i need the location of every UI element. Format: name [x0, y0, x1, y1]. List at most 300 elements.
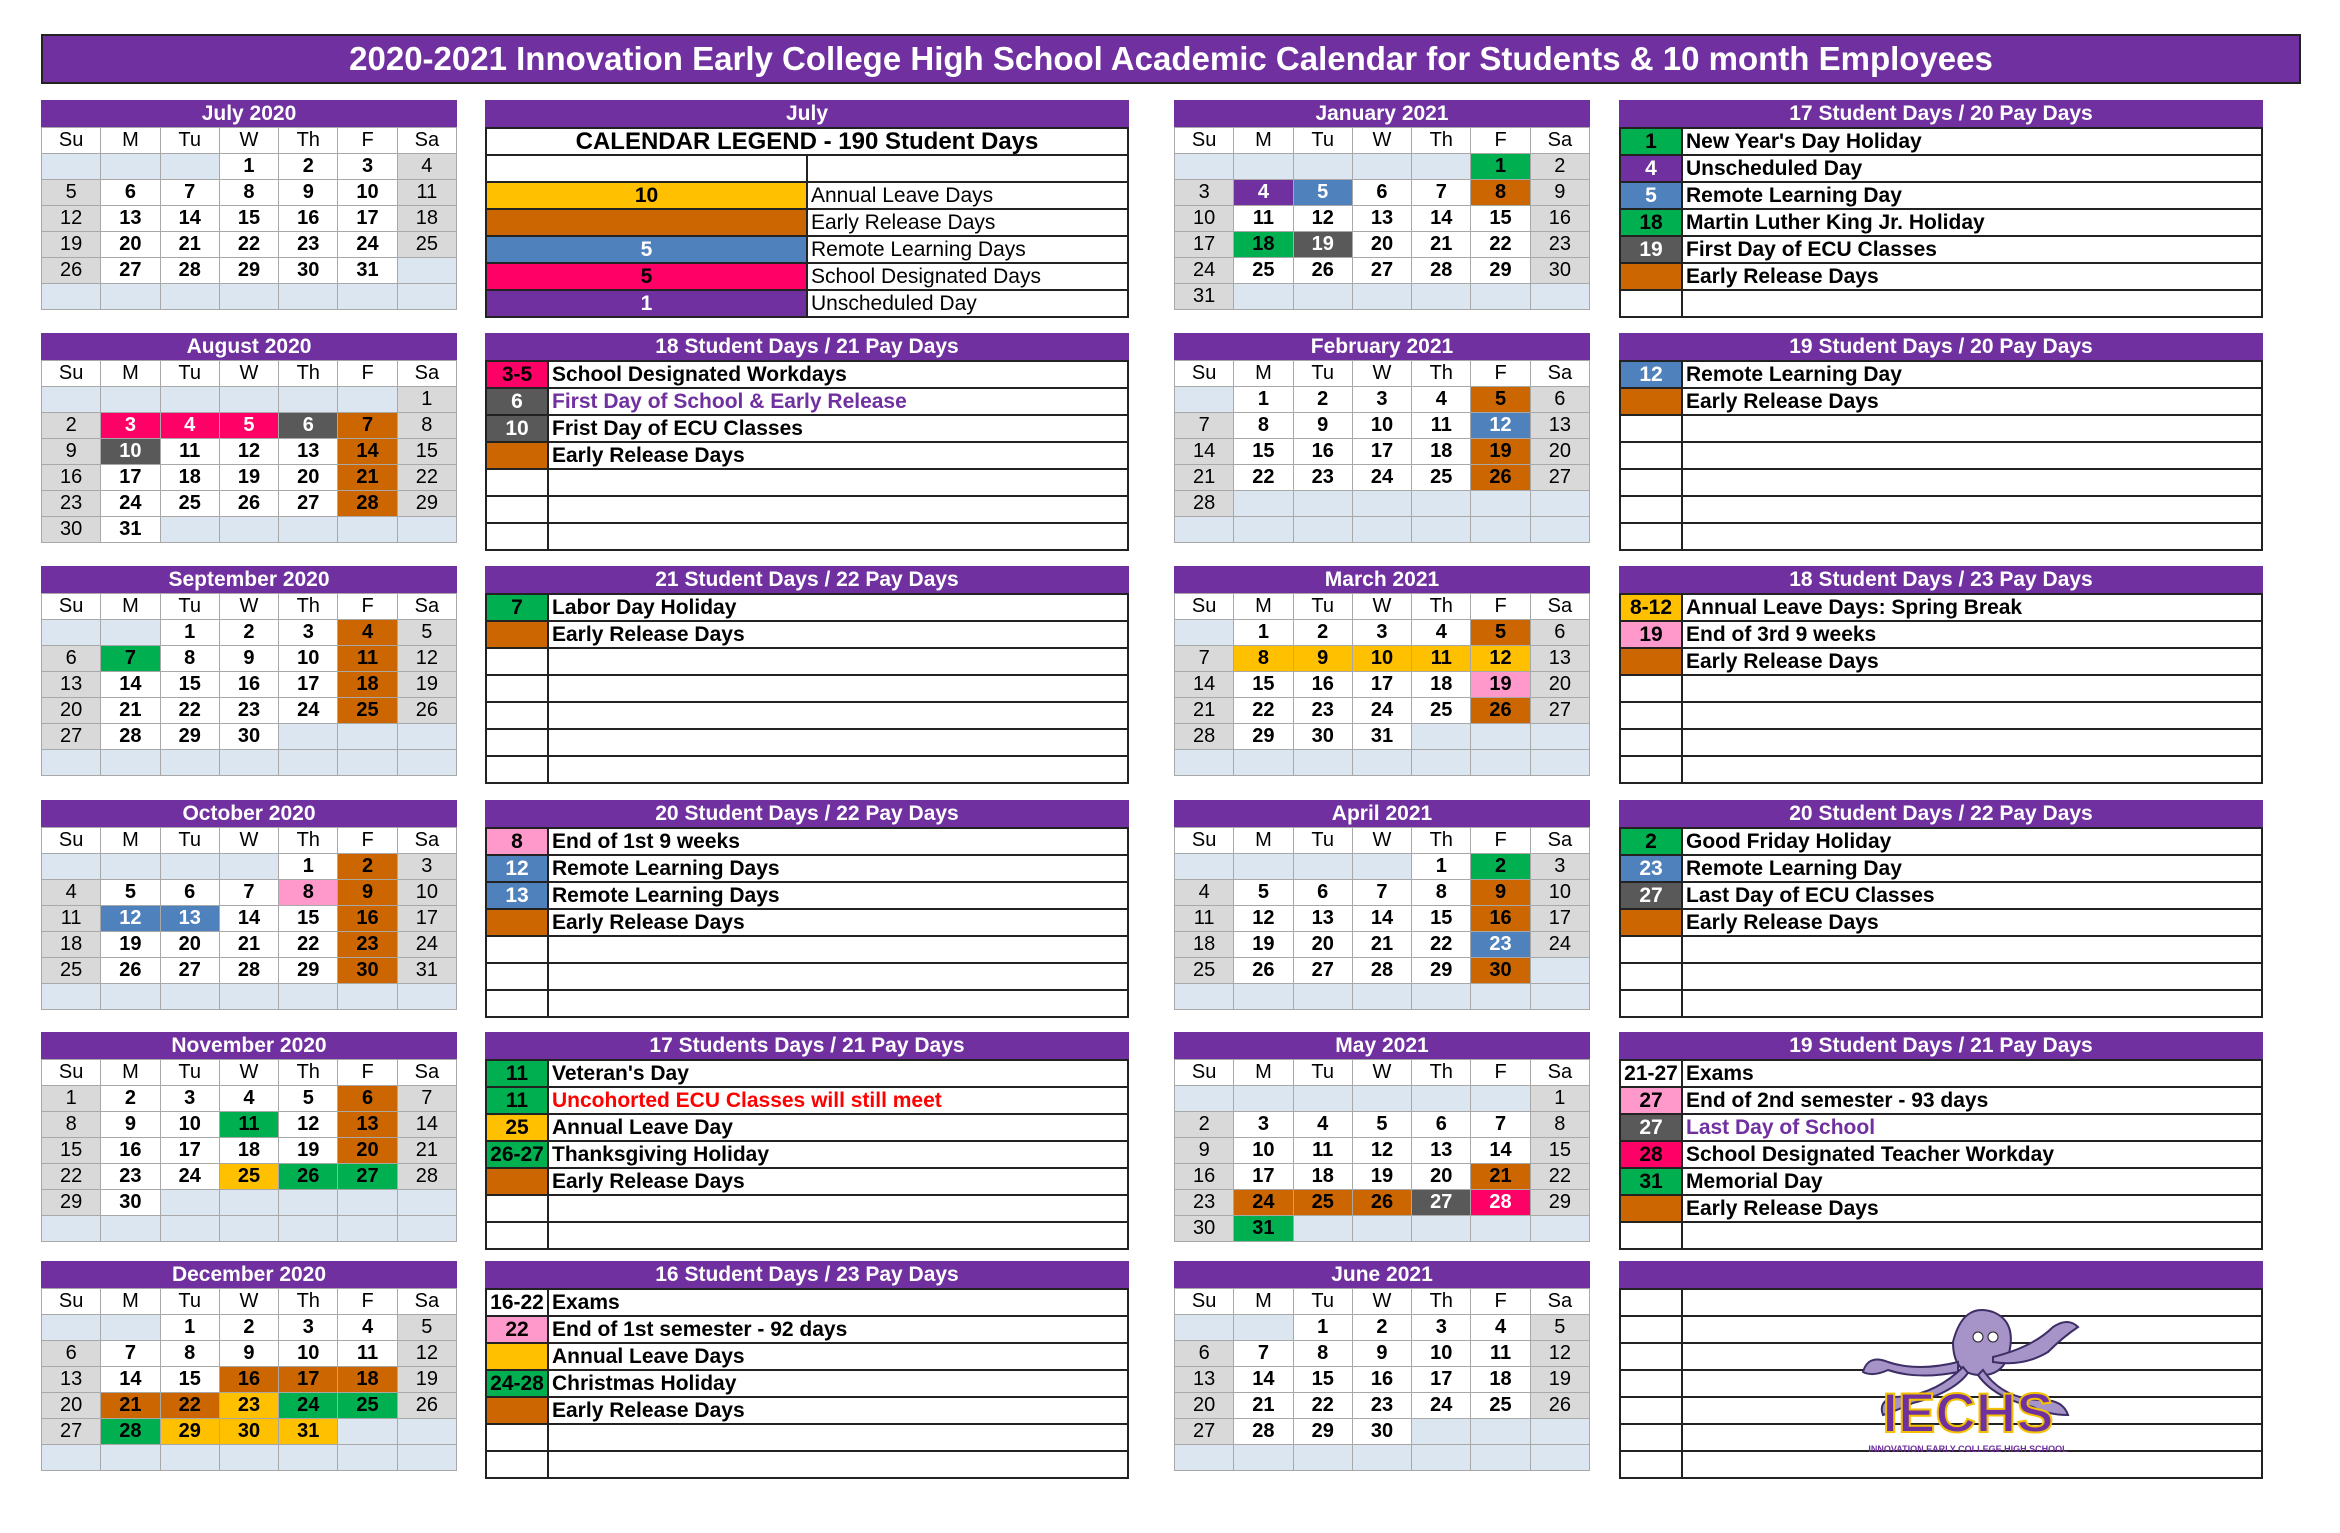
- legend-code: [486, 675, 548, 702]
- month-title: October 2020: [41, 800, 457, 827]
- day-cell: 27: [1412, 1190, 1471, 1216]
- legend-code: [1620, 1451, 1682, 1478]
- day-cell: 16: [1530, 206, 1589, 232]
- day-cell: 15: [1530, 1138, 1589, 1164]
- empty-cell: [1530, 491, 1589, 517]
- day-name: M: [1234, 361, 1293, 387]
- legend-code: 4: [1620, 155, 1682, 182]
- day-cell: 25: [338, 698, 397, 724]
- day-name: Su: [42, 128, 101, 154]
- legend-label: Exams: [548, 1289, 1128, 1316]
- legend-code: [486, 909, 548, 936]
- legend-code: 12: [486, 855, 548, 882]
- empty-cell: [279, 1445, 338, 1471]
- empty-cell: [397, 1445, 456, 1471]
- day-cell: 31: [101, 517, 160, 543]
- day-name: Th: [1412, 828, 1471, 854]
- day-cell: 7: [160, 180, 219, 206]
- legend-label: Remote Learning Day: [1682, 182, 2262, 209]
- day-cell: 24: [1412, 1393, 1471, 1419]
- legend-label: [548, 1195, 1128, 1222]
- day-name: Th: [279, 594, 338, 620]
- empty-cell: [1175, 620, 1234, 646]
- day-cell: 5: [101, 880, 160, 906]
- legend-code: 18: [1620, 209, 1682, 236]
- day-cell: 13: [1530, 413, 1589, 439]
- empty-cell: [1530, 1419, 1589, 1445]
- day-cell: 19: [1530, 1367, 1589, 1393]
- legend-code: [1620, 1222, 1682, 1249]
- day-name: Su: [1175, 594, 1234, 620]
- day-cell: 18: [338, 672, 397, 698]
- day-cell: 20: [279, 465, 338, 491]
- day-cell: 10: [279, 1341, 338, 1367]
- legend-title: July: [485, 100, 1129, 127]
- day-name: Sa: [1530, 128, 1589, 154]
- day-name: W: [219, 361, 278, 387]
- empty-cell: [1293, 517, 1352, 543]
- day-cell: 28: [101, 1419, 160, 1445]
- month-title: November 2020: [41, 1032, 457, 1059]
- day-name: Sa: [1530, 1289, 1589, 1315]
- empty-cell: [1234, 750, 1293, 776]
- day-cell: 10: [279, 646, 338, 672]
- day-cell: 17: [1412, 1367, 1471, 1393]
- day-cell: 2: [1293, 620, 1352, 646]
- day-cell: 7: [1175, 646, 1234, 672]
- day-cell: 8: [219, 180, 278, 206]
- day-cell: 11: [1234, 206, 1293, 232]
- empty-cell: [397, 284, 456, 310]
- day-cell: 29: [279, 958, 338, 984]
- day-cell: 6: [101, 180, 160, 206]
- day-cell: 25: [219, 1164, 278, 1190]
- day-cell: 1: [397, 387, 456, 413]
- day-cell: 30: [42, 517, 101, 543]
- empty-cell: [1175, 1315, 1234, 1341]
- legend-code: [486, 1343, 548, 1370]
- day-cell: 21: [101, 1393, 160, 1419]
- day-name: Th: [279, 828, 338, 854]
- empty-cell: [1412, 1216, 1471, 1242]
- day-cell: 7: [1352, 880, 1411, 906]
- day-cell: 11: [42, 906, 101, 932]
- day-name: Th: [1412, 1060, 1471, 1086]
- day-cell: 19: [1234, 932, 1293, 958]
- day-name: Sa: [397, 594, 456, 620]
- day-cell: 26: [101, 958, 160, 984]
- day-cell: 28: [160, 258, 219, 284]
- day-cell: 4: [219, 1086, 278, 1112]
- legend-box: [485, 566, 1129, 784]
- day-name: M: [1234, 828, 1293, 854]
- legend-code: 10: [486, 182, 807, 209]
- empty-cell: [219, 387, 278, 413]
- day-cell: 29: [1234, 724, 1293, 750]
- day-cell: 24: [397, 932, 456, 958]
- day-name: Sa: [1530, 361, 1589, 387]
- day-cell: 9: [42, 439, 101, 465]
- empty-cell: [1234, 284, 1293, 310]
- legend-code: 19: [1620, 621, 1682, 648]
- empty-cell: [397, 724, 456, 750]
- legend-code: [486, 621, 548, 648]
- legend-label: [1682, 415, 2262, 442]
- day-cell: 5: [397, 620, 456, 646]
- day-cell: 20: [1352, 232, 1411, 258]
- legend-title: 17 Student Days / 20 Pay Days: [1619, 100, 2263, 127]
- logo-subtext: INNOVATION EARLY COLLEGE HIGH SCHOOL: [1868, 1444, 2068, 1454]
- day-cell: 13: [1175, 1367, 1234, 1393]
- empty-cell: [1352, 854, 1411, 880]
- legend-code: 25: [486, 1114, 548, 1141]
- day-cell: 21: [1175, 465, 1234, 491]
- day-cell: 29: [1293, 1419, 1352, 1445]
- day-cell: 22: [1293, 1393, 1352, 1419]
- day-cell: 1: [1234, 387, 1293, 413]
- empty-cell: [160, 387, 219, 413]
- day-cell: 21: [397, 1138, 456, 1164]
- day-cell: 8: [1293, 1341, 1352, 1367]
- day-cell: 6: [1352, 180, 1411, 206]
- empty-cell: [1352, 517, 1411, 543]
- day-cell: 5: [1471, 387, 1530, 413]
- day-cell: 20: [1175, 1393, 1234, 1419]
- empty-cell: [1175, 517, 1234, 543]
- day-cell: 4: [1293, 1112, 1352, 1138]
- legend-label: Early Release Days: [548, 1168, 1128, 1195]
- day-cell: 27: [1293, 958, 1352, 984]
- empty-cell: [279, 1190, 338, 1216]
- day-name: M: [101, 1060, 160, 1086]
- day-cell: 16: [42, 465, 101, 491]
- day-cell: 19: [1471, 439, 1530, 465]
- day-cell: 6: [1530, 620, 1589, 646]
- empty-cell: [1471, 724, 1530, 750]
- day-cell: 23: [219, 698, 278, 724]
- legend-code: [1620, 388, 1682, 415]
- day-cell: 31: [1175, 284, 1234, 310]
- day-cell: 16: [1352, 1367, 1411, 1393]
- legend-title: 17 Students Days / 21 Pay Days: [485, 1032, 1129, 1059]
- day-cell: 2: [42, 413, 101, 439]
- day-cell: 17: [397, 906, 456, 932]
- empty-cell: [160, 1190, 219, 1216]
- legend-title: 20 Student Days / 22 Pay Days: [1619, 800, 2263, 827]
- legend-code: [1620, 1397, 1682, 1424]
- day-cell: 8: [1412, 880, 1471, 906]
- empty-cell: [1293, 984, 1352, 1010]
- day-cell: 22: [1530, 1164, 1589, 1190]
- day-cell: 26: [219, 491, 278, 517]
- legend-code: [1620, 936, 1682, 963]
- legend-code: 1: [486, 290, 807, 317]
- day-cell: 4: [397, 154, 456, 180]
- legend-code: 27: [1620, 1114, 1682, 1141]
- day-cell: 12: [1293, 206, 1352, 232]
- empty-cell: [1412, 750, 1471, 776]
- day-cell: 24: [1530, 932, 1589, 958]
- day-name: Su: [1175, 828, 1234, 854]
- empty-cell: [1175, 1445, 1234, 1471]
- legend-code: 13: [486, 882, 548, 909]
- empty-cell: [338, 517, 397, 543]
- day-cell: 21: [1352, 932, 1411, 958]
- day-cell: 1: [279, 854, 338, 880]
- empty-cell: [1471, 750, 1530, 776]
- legend-code: 5: [1620, 182, 1682, 209]
- day-cell: 10: [1530, 880, 1589, 906]
- day-cell: 20: [1293, 932, 1352, 958]
- legend-code: [486, 523, 548, 550]
- day-name: Tu: [1293, 128, 1352, 154]
- day-cell: 15: [279, 906, 338, 932]
- legend-label: Early Release Days: [1682, 1195, 2262, 1222]
- day-cell: 19: [219, 465, 278, 491]
- month-title: December 2020: [41, 1261, 457, 1288]
- empty-cell: [1412, 724, 1471, 750]
- empty-cell: [160, 154, 219, 180]
- legend-label: [1682, 936, 2262, 963]
- legend-code: 21-27: [1620, 1060, 1682, 1087]
- month-title: September 2020: [41, 566, 457, 593]
- day-cell: 27: [338, 1164, 397, 1190]
- day-cell: 8: [160, 646, 219, 672]
- day-cell: 7: [397, 1086, 456, 1112]
- empty-cell: [1293, 1086, 1352, 1112]
- day-cell: 23: [1293, 465, 1352, 491]
- empty-cell: [42, 1445, 101, 1471]
- day-cell: 29: [1471, 258, 1530, 284]
- legend-label: [548, 702, 1128, 729]
- day-cell: 30: [1471, 958, 1530, 984]
- day-cell: 6: [1530, 387, 1589, 413]
- legend-code: [486, 648, 548, 675]
- day-cell: 13: [42, 672, 101, 698]
- day-cell: 16: [1293, 439, 1352, 465]
- legend-code: 22: [486, 1316, 548, 1343]
- day-name: Su: [1175, 1289, 1234, 1315]
- legend-code: 26-27: [486, 1141, 548, 1168]
- day-cell: 21: [1471, 1164, 1530, 1190]
- legend-code: [486, 155, 807, 182]
- day-cell: 29: [160, 1419, 219, 1445]
- day-cell: 12: [1352, 1138, 1411, 1164]
- day-cell: 20: [1530, 439, 1589, 465]
- day-cell: 8: [279, 880, 338, 906]
- legend-code: [1620, 290, 1682, 317]
- day-cell: 11: [338, 1341, 397, 1367]
- day-cell: 14: [1175, 439, 1234, 465]
- day-cell: 25: [1293, 1190, 1352, 1216]
- empty-cell: [101, 1315, 160, 1341]
- day-cell: 24: [1234, 1190, 1293, 1216]
- legend-label: [807, 155, 1128, 182]
- day-cell: 18: [1412, 439, 1471, 465]
- month-title: August 2020: [41, 333, 457, 360]
- month-calendar: [1174, 1032, 1590, 1242]
- day-cell: 18: [1412, 672, 1471, 698]
- day-name: Th: [279, 361, 338, 387]
- legend-label: First Day of School & Early Release: [548, 388, 1128, 415]
- day-cell: 29: [1412, 958, 1471, 984]
- day-cell: 12: [42, 206, 101, 232]
- empty-cell: [42, 620, 101, 646]
- legend-label: Early Release Days: [548, 1397, 1128, 1424]
- day-cell: 20: [160, 932, 219, 958]
- octopus-icon: [1843, 1282, 2093, 1462]
- legend-code: [486, 442, 548, 469]
- day-cell: 27: [160, 958, 219, 984]
- empty-cell: [1234, 491, 1293, 517]
- empty-cell: [1234, 1315, 1293, 1341]
- legend-label: [548, 648, 1128, 675]
- legend-code: [486, 496, 548, 523]
- day-name: Tu: [160, 594, 219, 620]
- empty-cell: [1175, 750, 1234, 776]
- legend-label: [548, 963, 1128, 990]
- legend-code: [486, 1397, 548, 1424]
- empty-cell: [1352, 1086, 1411, 1112]
- empty-cell: [338, 1419, 397, 1445]
- legend-subtitle: CALENDAR LEGEND - 190 Student Days: [486, 128, 1128, 155]
- day-cell: 23: [338, 932, 397, 958]
- legend-code: [486, 702, 548, 729]
- legend-box: [1619, 1032, 2263, 1250]
- day-cell: 15: [160, 1367, 219, 1393]
- legend-code: 10: [486, 415, 548, 442]
- legend-label: End of 3rd 9 weeks: [1682, 621, 2262, 648]
- empty-cell: [1352, 984, 1411, 1010]
- empty-cell: [279, 750, 338, 776]
- day-cell: 26: [1471, 465, 1530, 491]
- day-cell: 26: [1234, 958, 1293, 984]
- legend-label: Early Release Days: [1682, 909, 2262, 936]
- day-cell: 28: [397, 1164, 456, 1190]
- day-cell: 4: [1412, 387, 1471, 413]
- day-cell: 1: [160, 1315, 219, 1341]
- empty-cell: [1234, 1445, 1293, 1471]
- day-cell: 17: [279, 672, 338, 698]
- day-cell: 19: [1293, 232, 1352, 258]
- legend-label: [1682, 963, 2262, 990]
- day-cell: 2: [101, 1086, 160, 1112]
- day-cell: 1: [42, 1086, 101, 1112]
- legend-label: Early Release Days: [548, 442, 1128, 469]
- empty-cell: [1352, 284, 1411, 310]
- month-calendar: [41, 1032, 457, 1242]
- day-cell: 1: [1530, 1086, 1589, 1112]
- day-cell: 8: [397, 413, 456, 439]
- legend-label: Annual Leave Days: Spring Break: [1682, 594, 2262, 621]
- legend-title: 21 Student Days / 22 Pay Days: [485, 566, 1129, 593]
- day-cell: 26: [1293, 258, 1352, 284]
- day-cell: 19: [1352, 1164, 1411, 1190]
- empty-cell: [397, 750, 456, 776]
- day-cell: 4: [160, 413, 219, 439]
- day-name: Tu: [160, 1060, 219, 1086]
- day-name: F: [338, 1289, 397, 1315]
- day-cell: 11: [1293, 1138, 1352, 1164]
- day-name: Tu: [1293, 1060, 1352, 1086]
- empty-cell: [338, 1216, 397, 1242]
- legend-label: [1682, 756, 2262, 783]
- empty-cell: [160, 1445, 219, 1471]
- day-cell: 30: [1352, 1419, 1411, 1445]
- legend-label: [1682, 290, 2262, 317]
- day-cell: 26: [1530, 1393, 1589, 1419]
- day-name: W: [219, 828, 278, 854]
- day-cell: 28: [1412, 258, 1471, 284]
- legend-label: [548, 675, 1128, 702]
- empty-cell: [1530, 284, 1589, 310]
- day-name: Su: [42, 361, 101, 387]
- day-name: Su: [42, 828, 101, 854]
- legend-box: [485, 1032, 1129, 1250]
- empty-cell: [42, 854, 101, 880]
- day-cell: 2: [219, 620, 278, 646]
- legend-code: [486, 729, 548, 756]
- day-cell: 3: [101, 413, 160, 439]
- legend-label: [1682, 496, 2262, 523]
- day-cell: 16: [219, 1367, 278, 1393]
- day-cell: 22: [1234, 465, 1293, 491]
- day-cell: 22: [160, 698, 219, 724]
- day-name: Tu: [160, 828, 219, 854]
- empty-cell: [160, 517, 219, 543]
- empty-cell: [219, 1216, 278, 1242]
- empty-cell: [1471, 1216, 1530, 1242]
- legend-label: [548, 1424, 1128, 1451]
- legend-label: Unscheduled Day: [1682, 155, 2262, 182]
- day-name: M: [101, 828, 160, 854]
- legend-code: 1: [1620, 128, 1682, 155]
- empty-cell: [1530, 1216, 1589, 1242]
- empty-cell: [279, 284, 338, 310]
- day-cell: 18: [42, 932, 101, 958]
- day-cell: 31: [279, 1419, 338, 1445]
- empty-cell: [42, 284, 101, 310]
- legend-label: School Designated Days: [807, 263, 1128, 290]
- day-cell: 14: [1352, 906, 1411, 932]
- day-cell: 1: [160, 620, 219, 646]
- legend-label: [548, 523, 1128, 550]
- day-cell: 7: [338, 413, 397, 439]
- day-cell: 27: [1175, 1419, 1234, 1445]
- day-name: Tu: [1293, 361, 1352, 387]
- page-title: 2020-2021 Innovation Early College High School Academic Calendar for Students & 10 month Employees: [41, 34, 2301, 84]
- legend-box: [485, 333, 1129, 551]
- day-cell: 25: [1234, 258, 1293, 284]
- legend-label: School Designated Teacher Workday: [1682, 1141, 2262, 1168]
- legend-label: Annual Leave Days: [548, 1343, 1128, 1370]
- day-cell: 31: [1352, 724, 1411, 750]
- empty-cell: [1234, 517, 1293, 543]
- legend-label: Early Release Days: [1682, 388, 2262, 415]
- day-cell: 14: [1412, 206, 1471, 232]
- month-calendar: [41, 800, 457, 1010]
- legend-label: Christmas Holiday: [548, 1370, 1128, 1397]
- empty-cell: [101, 750, 160, 776]
- day-cell: 25: [1175, 958, 1234, 984]
- school-logo: [1843, 1282, 2093, 1462]
- legend-code: 5: [486, 263, 807, 290]
- day-name: Sa: [1530, 1060, 1589, 1086]
- day-cell: 27: [1530, 465, 1589, 491]
- day-cell: 12: [397, 1341, 456, 1367]
- day-cell: 11: [1412, 413, 1471, 439]
- empty-cell: [1293, 854, 1352, 880]
